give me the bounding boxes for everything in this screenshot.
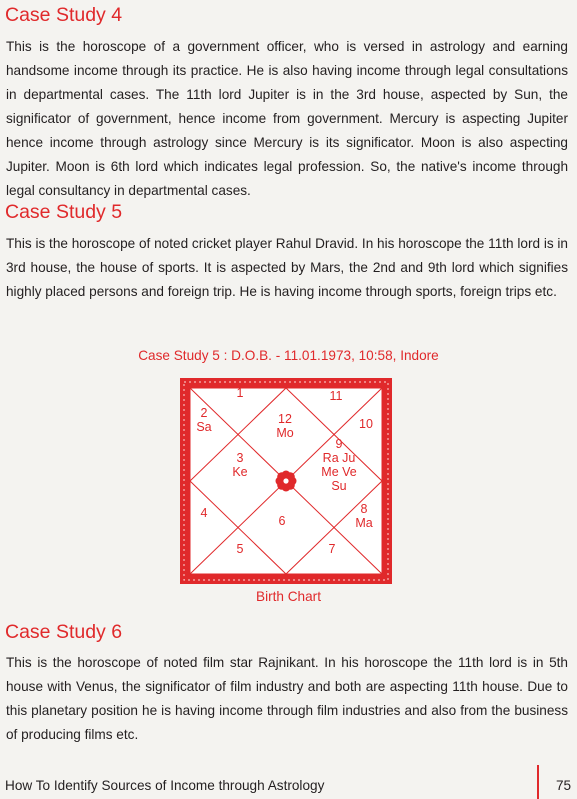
house-number-10: 10: [359, 417, 373, 431]
paragraph-case-study-6: This is the horoscope of noted film star Rajnikant. In his horoscope the 11th lord is in 5th house with Venus, the significator of film industry and both are aspecting 11th house. Due to this planetary position he is having income through film industries and also from the business of producing films etc.: [6, 655, 568, 742]
chart-caption: Birth Chart: [256, 589, 321, 604]
paragraph-case-study-5: This is the horoscope of noted cricket player Rahul Dravid. In his horoscope the 11th lord is in 3rd house, the house of sports. It is aspected by Mars, the 2nd and 9th lord which signifies highly placed persons and foreign trip. He is having income through sports, foreign trips etc.: [6, 236, 568, 299]
house-3-planets: Ke: [232, 465, 248, 479]
house-number-3: 3: [236, 451, 244, 465]
footer-divider: [537, 765, 539, 799]
house-number-7: 7: [328, 542, 336, 556]
house-number-2: 2: [200, 406, 208, 420]
heading-case-study-5: Case Study 5: [5, 201, 123, 223]
house-9-planets: Su: [331, 479, 347, 493]
house-9-planets: Me Ve: [321, 465, 357, 479]
paragraph-case-study-4: This is the horoscope of a government officer, who is versed in astrology and earning handsome income through its practice. He is also having income through legal consultations in departmental cases. The 11th lord Jupiter is in the 3rd house, aspected by Sun, the significator of government, hence income from government. Mercury is aspecting Jupiter hence income through astrology since Mercury is its significator. Moon is also aspecting Jupiter. Moon is 6th lord which indicates legal profession. So, the native's income through legal consultancy in departmental cases.: [6, 39, 568, 198]
heading-case-study-6: Case Study 6: [5, 621, 123, 643]
house-12-planets: Mo: [276, 426, 294, 440]
house-2-planets: Sa: [196, 420, 212, 434]
house-number-1: 1: [236, 386, 244, 400]
house-8-planets: Ma: [355, 516, 373, 530]
chart-title: Case Study 5 : D.O.B. - 11.01.1973, 10:58, Indore: [138, 348, 439, 363]
house-number-9: 9: [335, 437, 343, 451]
house-number-12: 12: [278, 412, 292, 426]
heading-case-study-4: Case Study 4: [5, 4, 123, 26]
house-number-8: 8: [360, 502, 368, 516]
house-number-4: 4: [200, 506, 208, 520]
house-9-planets: Ra Ju: [322, 451, 356, 465]
house-number-5: 5: [236, 542, 244, 556]
center-flower-icon: [276, 471, 297, 492]
page-number: 75: [556, 778, 572, 793]
footer-book-title: How To Identify Sources of Income through Astrology: [5, 778, 325, 793]
house-number-11: 11: [329, 389, 343, 403]
house-number-6: 6: [278, 514, 286, 528]
